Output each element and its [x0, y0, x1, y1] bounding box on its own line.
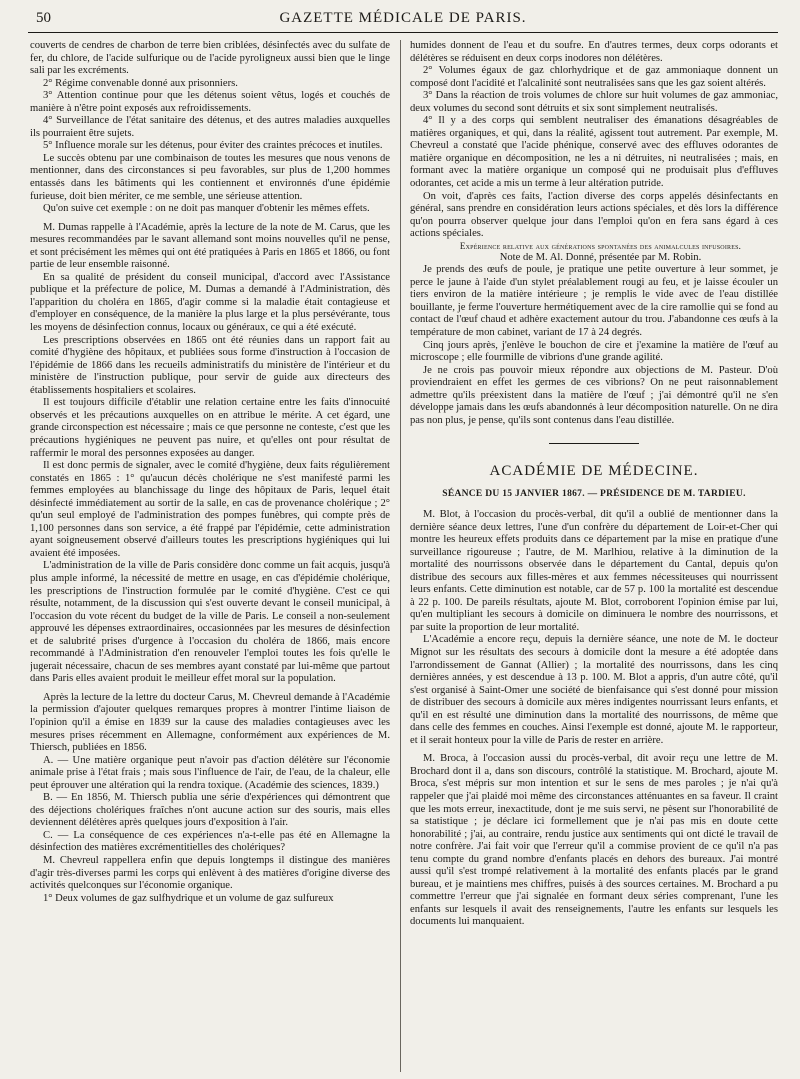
paragraph: 1° Deux volumes de gaz sulfhydrique et un volume de gaz sulfureux — [43, 892, 334, 904]
paragraph: 4° Il y a des corps qui semblent neutraliser des émanations désagréables de matières organiques, et qui, dans la réalité, agissent tout autrement. Par exemple, M. Chevreul a constaté que l'acide phénique, conservé avec des effluves odorantes de matière organique en décomposition, ne les a ni détruites, ni neutralisées ; mais, en formant avec la matière organique un composé qui ne produisait plus d'effluves odorantes, cet acide a mis un terme à leur altération putride. — [410, 115, 778, 190]
paragraph: Je prends des œufs de poule, je pratique une petite ouverture à leur sommet, je perce le jaune à l'aide d'un stylet préalablement rougi au feu, et je laisse écouler un tiers environ de la matière intérieure ; je remplis le vide avec de l'eau distillée bouillante, je ferme l'ouverture hermétiquement avec de la cire ramollie qui se fond au contact de l'œuf chaud et adhère exactement autour du trou. J'abandonne ces œufs à la température de mon cabinet, variant de 17 à 24 degrés. — [410, 264, 778, 339]
paragraph: Je ne crois pas pouvoir mieux répondre aux objections de M. Pasteur. D'où proviendraient en effet les germes de ces vibrions? On ne peut raisonnablement admettre qu'ils préexistent dans la matière de l'œuf ; j'ai démontré qu'il ne s'en développe jamais dans les œufs abandonnés à leur décomposition naturelle. On ne dira pas non plus, je pense, qu'ils sont contenus dans l'eau distillée. — [410, 364, 778, 426]
paragraph: humides donnent de l'eau et du soufre. En d'autres termes, deux corps odorants et délétères se réduisent en deux corps inodores non délétères. — [410, 40, 778, 64]
paragraph: 4° Surveillance de l'état sanitaire des détenus, et des autres maladies auxquelles ils pourraient être sujets. — [30, 115, 390, 139]
session-line: SÉANCE DU 15 JANVIER 1867. — PRÉSIDENCE DE M. TARDIEU. — [442, 489, 746, 500]
paragraph: C. — La conséquence de ces expériences n'a-t-elle pas été en Allemagne la désinfection des matières excrémentitielles des cholériques? — [30, 829, 390, 854]
academy-title: ACADÉMIE DE MÉDECINE. — [489, 463, 699, 480]
column-divider — [400, 40, 401, 1072]
paragraph: M. Broca, à l'occasion aussi du procès-verbal, dit avoir reçu une lettre de M. Brochard dont il a, dans son discours, contrôlé la statistique. M. Brochard, ajoute M. Broca, s'est mépris sur mon intention et sur le sens de mes paroles ; je n'ai qu'à rappeler que j'ai plaidé moi même des circonstances atténuantes en sa faveur. Il craint que les mots erreur, inexactitude, dont je me suis servi, ne pèsent sur l'honorabilité de sa statistique ; je déclare ici formellement que je n'ai pas mis en doute cette honorabilité ; j'ai, au contraire, rendu justice aux sentiments qui ont dicté le travail de notre confrère. J'ai fait voir que l'erreur qu'il a commise provient de ce qu'il n'a pas tenu compte du grand nombre d'enfants placés en dehors des bureaux. J'ai montré aussi qu'il s'est trompé relativement à la mortalité des enfants placés par le grand bureau, et je maintiens mes chiffres, puisés à des sources certaines. M. Brochard a pu commettre l'erreur que j'ai signalée en formant deux séries comprenant, l'une les enfants sur lesquels il avait des renseignements, l'autre les enfants sur lesquels les documents lui manquaient. — [410, 753, 778, 928]
paragraph: 5° Influence morale sur les détenus, pour éviter des craintes précoces et inutiles. — [43, 140, 383, 152]
paragraph: Après la lecture de la lettre du docteur Carus, M. Chevreul demande à l'Académie la permission d'ajouter quelques remarques propres à montrer l'intime liaison de l'opinion qu'il a émise en 1839 sur la cause des maladies contagieuses avec les mesures prises récemment en Allemagne, conformément aux expériences de M. Thiersch, publiées en 1856. — [30, 691, 390, 754]
running-title: GAZETTE MÉDICALE DE PARIS. — [279, 10, 527, 26]
paragraph: M. Dumas rappelle à l'Académie, après la lecture de la note de M. Carus, que les mesures recommandées par le savant allemand sont moins nouvelles qu'il ne pense, et sont précisément les mêmes qui ont été pratiquées à Paris en 1865 et 1866, ou font partie de leur ensemble raisonné. — [30, 221, 390, 271]
paragraph: En sa qualité de président du conseil municipal, d'accord avec l'Assistance publique et la préfecture de police, M. Dumas a demandé à l'Administration, dès l'apparition du choléra en 1865, d'agir comme si la maladie était contagieuse et d'employer en conséquence, de la manière la plus large et la plus persévérante, tous les moyens de désinfection connus, locaux ou généraux, ce qui a été exécuté. — [30, 271, 390, 334]
experience-byline: Note de M. Al. Donné, présentée par M. Robin. — [499, 251, 702, 263]
paragraph: Qu'on suive cet exemple : on ne doit pas manquer d'obtenir les mêmes effets. — [43, 203, 370, 215]
paragraph: M. Blot, à l'occasion du procès-verbal, dit qu'il a oublié de mentionner dans la dernière séance deux lettres, l'une d'un confrère du département de Loir-et-Cher qui montre les heureux effets produits dans ce département par la mise en pratique d'une surveillance rigoureuse ; l'autre, de M. Marlhiou, relative à la diminution de la mortalité des nourrissons observée dans le département du Cantal, depuis qu'on distribue des secours aux filles-mères et aux femmes nécessiteuses qui nourrissent leurs enfants. Cette diminution est notable, car de 57 p. 100 la mortalité est descendue à 22 p. 100. De pareils résultats, ajoute M. Blot, corroborent l'opinion émise par lui, qu'en multipliant les secours à domicile on diminuera le nombre des nourrissons, et par suite la proportion de leur mortalité. — [410, 508, 778, 633]
paragraph: 2° Régime convenable donné aux prisonniers. — [43, 77, 238, 89]
paragraph: B. — En 1856, M. Thiersch publia une série d'expériences qui démontrent que des déjections cholériques fraîches n'ont aucune action sur des souris, mais elles deviennent délétères après quelques jours d'exposition à l'air. — [30, 792, 390, 829]
paragraph: Le succès obtenu par une combinaison de toutes les mesures que nous venons de mentionner, dans des circonstances si peu favorables, sur plus de 1,200 hommes entassés dans les bâtiments qui les contiennent et environnés d'une épidémie furieuse, doit bien mériter, ce me semble, une sérieuse attention. — [30, 152, 390, 202]
paragraph: Les prescriptions observées en 1865 ont été réunies dans un rapport fait au comité d'hygiène des hôpitaux, et publiées sous forme d'instruction à l'occasion de l'épidémie de 1866 dans les recueils administratifs du ministère de l'intérieur et du ministère de l'instruction publique, pour servir de guide aux directeurs des établissements hospitaliers et scolaires. — [30, 334, 390, 396]
right-column — [410, 40, 778, 1072]
section-divider — [549, 443, 639, 444]
paragraph: Il est toujours difficile d'établir une relation certaine entre les faits d'innocuité observés et les précautions auxquelles on en attribue le mérite. A cet égard, une grande circonspection est nécessaire ; mais ce que personne ne conteste, c'est que les précautions hygiéniques ne peuvent pas nuire, et qu'elles ont pour résultat de raffermir le moral des personnes exposées au danger. — [30, 397, 390, 459]
paragraph: L'administration de la ville de Paris considère donc comme un fait acquis, jusqu'à plus ample informé, la nécessité de mettre en usage, en cas d'épidémie cholérique, les prescriptions de l'instruction formulée par le comité d'hygiène. C'est ce qui résulte, notamment, de la discussion qui s'est ouverte devant le conseil municipal, à l'occasion du vote récent du budget de la ville de Paris. Le conseil a non-seulement approuvé les dépenses extraordinaires, occasionnées par les mesures de désinfection et de salubrité prises d'urgence à l'occasion du choléra de 1866, mais encore recommandé à l'Administration d'en renouveler l'emploi toutes les fois qu'elle le jugerait nécessaire, chacun de ses membres ayant constaté par lui-même que partout dans Paris elles avaient produit le meilleur effet moral sur la population. — [30, 560, 390, 685]
paragraph: Cinq jours après, j'enlève le bouchon de cire et j'examine la matière de l'œuf au microscope ; elle fourmille de vibrions d'une grande agilité. — [410, 339, 778, 364]
paragraph: A. — Une matière organique peut n'avoir pas d'action délétère sur l'économie animale prise à l'état frais ; mais sous l'influence de l'air, de l'eau, de la chaleur, elle peut éprouver une altération qui la rendra toxique. (Académie des sciences, 1839.) — [30, 754, 390, 791]
paragraph: M. Chevreul rappellera enfin que depuis longtemps il distingue des manières d'agir très-diverses parmi les corps qui enlèvent à des matières d'origine diverse des activités quelconques sur l'économie organique. — [30, 855, 390, 892]
page-header — [28, 8, 778, 33]
experience-heading: Expérience relative aux générations spontanées des animalcules infusoires. — [459, 240, 742, 251]
paragraph: 3° Attention continue pour que les détenus soient vêtus, logés et couchés de manière à n'être point exposés aux refroidissements. — [30, 90, 390, 114]
paragraph: Il est donc permis de signaler, avec le comité d'hygiène, deux faits régulièrement constatés en 1865 : 1° qu'aucun décès cholérique ne s'est manifesté parmi les femmes employées au blanchissage du linge des hôpitaux de Paris, lequel était désinfecté immédiatement au sortir de la salle, en cas de provenance cholérique ; 2° qu'un seul employé de l'administration des pompes funèbres, qui compte près de 1,100 personnes dans son service, a été frappé par l'épidémie, cette administration ayant soigneusement observé d'ailleurs toutes les prescriptions hygiéniques qui lui avaient été imposées. — [30, 460, 390, 559]
left-column — [30, 40, 390, 1072]
paragraph: 2° Volumes égaux de gaz chlorhydrique et de gaz ammoniaque donnent un composé dont l'acidité et l'alcalinité sont neutralisées sans que les gaz soient altérés. — [410, 65, 778, 89]
paragraph: couverts de cendres de charbon de terre bien criblées, désinfectés avec du sulfate de fer, du chlore, de l'acide sulfurique ou de l'acide pyroligneux aussi bien que le linge sali par les excréments. — [30, 40, 390, 77]
page-number: 50 — [36, 10, 51, 26]
paragraph: On voit, d'après ces faits, l'action diverse des corps appelés désinfectants en général, sans prendre en considération leurs actions spéciales, et dès lors la différence qu'on pourra observer quelque jour dans l'emploi qu'on en fera sans égard à ces actions spéciales. — [410, 190, 778, 240]
paragraph: L'Académie a encore reçu, depuis la dernière séance, une note de M. le docteur Mignot sur les résultats des secours à domicile dont la mesure a été adoptée dans l'arrondissement de Gannat (Allier) ; la mortalité des nourrissons, dans les cinq dernières années, y est descendue à 13 p. 100. M. Blot a appris, d'un autre côté, qu'il s'est organisé à Saint-Omer une société de bienfaisance qui s'est donné pour mission de distribuer des secours à domicile aux mères indigentes nourrissant leurs enfants, et qu'il en est résulté une diminution dans la mortalité des nourrissons, de même que dans celle des femmes en couches. Ainsi l'exemple est donné, ajoute M. le rapporteur, et il serait honteux pour la ville de Paris de rester en arrière. — [410, 634, 778, 746]
paragraph: 3° Dans la réaction de trois volumes de chlore sur huit volumes de gaz ammoniac, deux volumes du second sont détruits et six sont simplement neutralisés. — [410, 90, 778, 114]
